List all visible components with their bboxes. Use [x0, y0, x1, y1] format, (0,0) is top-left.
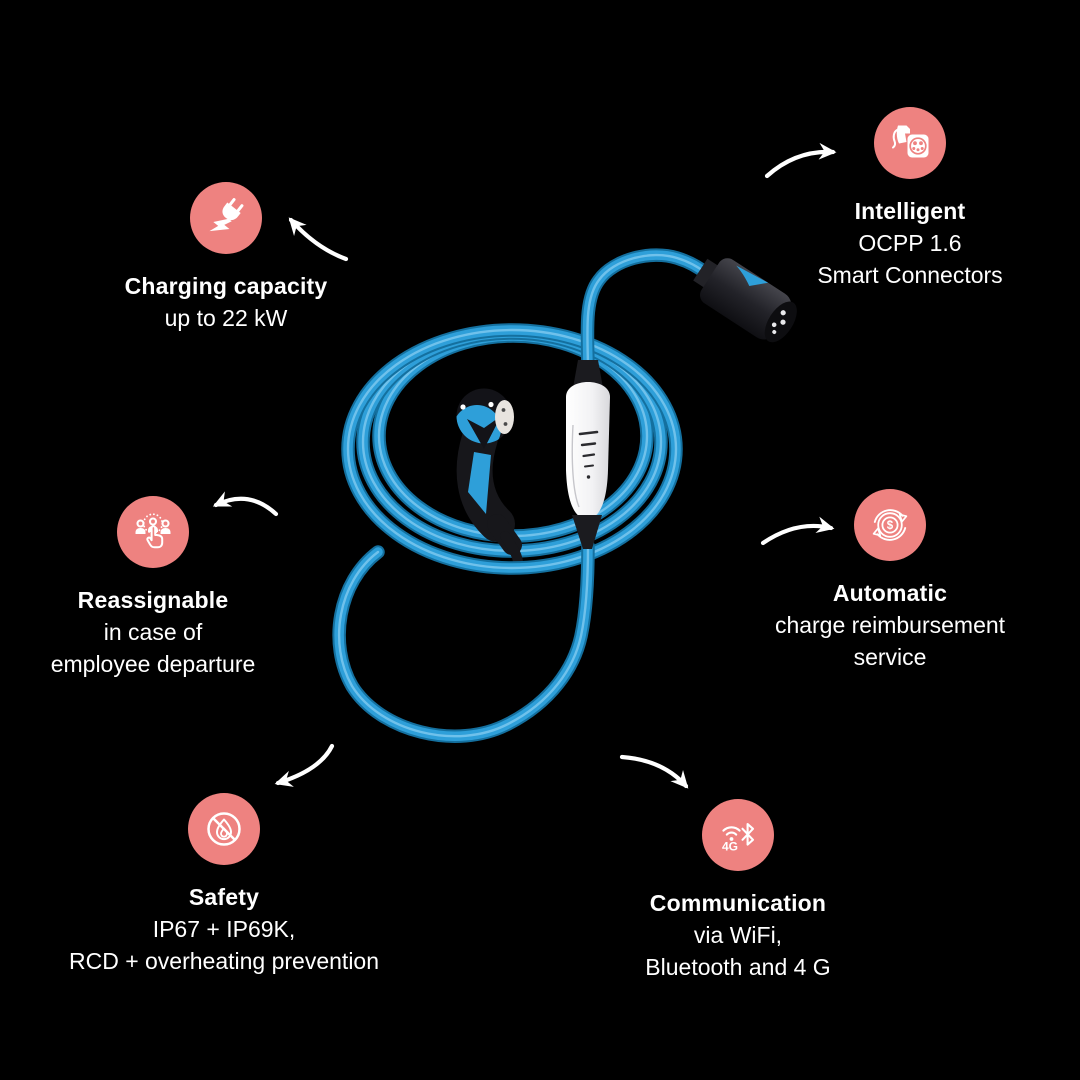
feature-line: Smart Connectors	[817, 262, 1003, 288]
feature-line: IP67 + IP69K,	[152, 916, 296, 942]
no-fire-icon	[202, 807, 246, 851]
feature-line: via WiFi,	[693, 922, 783, 948]
feature-line: charge reimbursement	[774, 612, 1006, 638]
feature-communication	[528, 799, 948, 983]
feature-title: Communication	[649, 890, 827, 916]
feature-reassignable	[0, 496, 363, 680]
feature-line: in case of	[103, 619, 203, 645]
feature-title: Safety	[188, 884, 260, 910]
feature-line: employee departure	[50, 651, 256, 677]
money-cycle-icon	[868, 503, 912, 547]
feature-badge	[854, 489, 926, 561]
4g-label: 4G	[721, 839, 739, 854]
feature-badge	[702, 799, 774, 871]
feature-charging-capacity	[16, 182, 436, 334]
feature-line: OCPP 1.6	[858, 230, 962, 256]
users-select-icon	[131, 510, 175, 554]
feature-line: service	[853, 644, 927, 670]
charging-gun-socket-icon	[888, 121, 932, 165]
feature-intelligent	[700, 107, 1080, 291]
plug-lightning-icon	[204, 196, 248, 240]
feature-line: up to 22 kW	[164, 305, 288, 331]
feature-line: RCD + overheating prevention	[68, 948, 380, 974]
feature-title: Intelligent	[854, 198, 966, 224]
feature-title: Automatic	[832, 580, 948, 606]
feature-badge	[190, 182, 262, 254]
arrow-to-communication	[622, 757, 686, 786]
feature-badge	[874, 107, 946, 179]
feature-badge	[188, 793, 260, 865]
wifi-bluetooth-4g-icon	[716, 813, 760, 857]
feature-automatic	[680, 489, 1080, 673]
feature-title: Reassignable	[77, 587, 229, 613]
feature-title: Charging capacity	[124, 273, 328, 299]
feature-safety	[14, 793, 434, 977]
dollar-symbol: $	[886, 520, 894, 533]
feature-line: Bluetooth and 4 G	[645, 954, 831, 980]
arrow-to-safety	[278, 746, 332, 783]
feature-badge	[117, 496, 189, 568]
